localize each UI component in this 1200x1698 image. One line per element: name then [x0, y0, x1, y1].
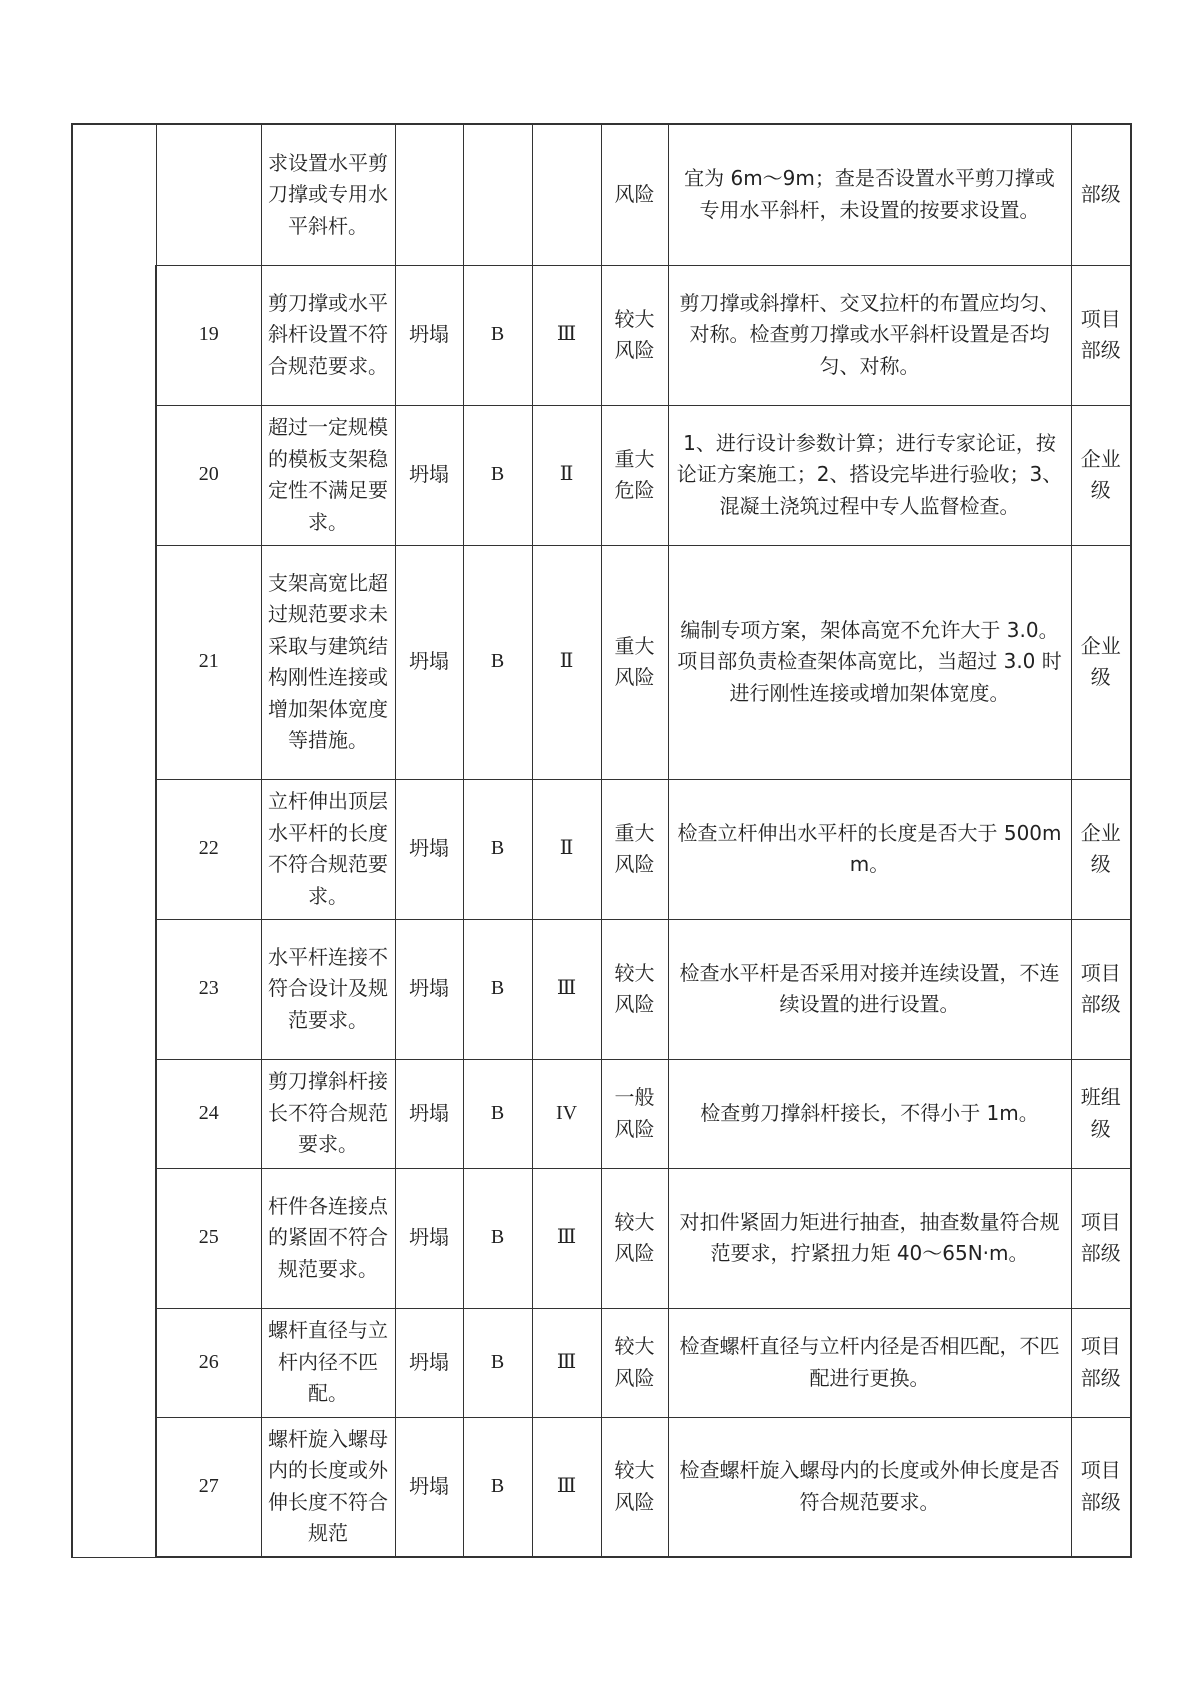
accident-type-cell: 坍塌	[395, 1059, 463, 1168]
control-measure-cell: 检查螺杆旋入螺母内的长度或外伸长度是否符合规范要求。	[668, 1417, 1071, 1557]
row-number: 24	[156, 1059, 261, 1168]
control-level-cell: 项目部级	[1071, 265, 1131, 405]
row-number: 25	[156, 1168, 261, 1308]
row-number: 21	[156, 545, 261, 779]
risk-level-cell: 较大风险	[601, 1308, 668, 1417]
control-level-cell: 项目部级	[1071, 1308, 1131, 1417]
row-number: 22	[156, 779, 261, 919]
table-row	[72, 265, 1131, 405]
table-row	[72, 545, 1131, 779]
hazard-cell: 立杆伸出顶层水平杆的长度不符合规范要求。	[261, 779, 395, 919]
control-measure-cell: 1、进行设计参数计算；进行专家论证，按论证方案施工；2、搭设完毕进行验收；3、混凝土浇筑过程中专人监督检查。	[668, 405, 1071, 545]
table-row	[72, 1168, 1131, 1308]
level-cell: Ⅲ	[532, 919, 601, 1059]
accident-type-cell	[395, 124, 463, 265]
risk-level-cell: 重大危险	[601, 405, 668, 545]
table-row	[72, 1417, 1131, 1557]
category-cell: B	[463, 1417, 532, 1557]
risk-level-cell: 较大风险	[601, 265, 668, 405]
control-level-cell: 企业级	[1071, 405, 1131, 545]
level-cell: Ⅱ	[532, 405, 601, 545]
risk-level-cell: 较大风险	[601, 1168, 668, 1308]
table-row	[72, 1059, 1131, 1168]
hazard-cell: 求设置水平剪刀撑或专用水平斜杆。	[261, 124, 395, 265]
row-number: 20	[156, 405, 261, 545]
control-measure-cell: 检查螺杆直径与立杆内径是否相匹配，不匹配进行更换。	[668, 1308, 1071, 1417]
control-level-cell: 企业级	[1071, 779, 1131, 919]
accident-type-cell: 坍塌	[395, 919, 463, 1059]
control-level-cell: 项目部级	[1071, 1168, 1131, 1308]
row-number: 19	[156, 265, 261, 405]
category-cell: B	[463, 265, 532, 405]
level-cell: Ⅱ	[532, 779, 601, 919]
category-cell: B	[463, 405, 532, 545]
level-cell	[532, 124, 601, 265]
level-cell: Ⅲ	[532, 1308, 601, 1417]
risk-level-cell: 较大风险	[601, 919, 668, 1059]
control-level-cell: 项目部级	[1071, 919, 1131, 1059]
hazard-cell: 杆件各连接点的紧固不符合规范要求。	[261, 1168, 395, 1308]
table-row	[72, 124, 1131, 265]
hazard-cell: 螺杆直径与立杆内径不匹配。	[261, 1308, 395, 1417]
risk-control-table	[71, 123, 1132, 1558]
control-level-cell: 班组级	[1071, 1059, 1131, 1168]
accident-type-cell: 坍塌	[395, 265, 463, 405]
risk-level-cell: 重大风险	[601, 545, 668, 779]
row-number: 27	[156, 1417, 261, 1557]
category-cell: B	[463, 1308, 532, 1417]
level-cell: Ⅲ	[532, 1168, 601, 1308]
control-measure-cell: 检查立杆伸出水平杆的长度是否大于 500mm。	[668, 779, 1071, 919]
group-cell	[72, 124, 156, 1557]
category-cell: B	[463, 919, 532, 1059]
level-cell: Ⅲ	[532, 1417, 601, 1557]
control-measure-cell: 检查水平杆是否采用对接并连续设置，不连续设置的进行设置。	[668, 919, 1071, 1059]
category-cell: B	[463, 545, 532, 779]
control-level-cell: 项目部级	[1071, 1417, 1131, 1557]
row-number: 26	[156, 1308, 261, 1417]
table-row	[72, 919, 1131, 1059]
accident-type-cell: 坍塌	[395, 545, 463, 779]
level-cell: IV	[532, 1059, 601, 1168]
table-row	[72, 1308, 1131, 1417]
hazard-cell: 水平杆连接不符合设计及规范要求。	[261, 919, 395, 1059]
category-cell: B	[463, 1059, 532, 1168]
risk-level-cell: 风险	[601, 124, 668, 265]
control-level-cell: 企业级	[1071, 545, 1131, 779]
accident-type-cell: 坍塌	[395, 1168, 463, 1308]
risk-level-cell: 重大风险	[601, 779, 668, 919]
hazard-cell: 剪刀撑斜杆接长不符合规范要求。	[261, 1059, 395, 1168]
hazard-cell: 剪刀撑或水平斜杆设置不符合规范要求。	[261, 265, 395, 405]
table-row	[72, 779, 1131, 919]
category-cell: B	[463, 1168, 532, 1308]
category-cell: B	[463, 779, 532, 919]
control-measure-cell: 宜为 6m～9m；查是否设置水平剪刀撑或专用水平斜杆，未设置的按要求设置。	[668, 124, 1071, 265]
control-measure-cell: 剪刀撑或斜撑杆、交叉拉杆的布置应均匀、对称。检查剪刀撑或水平斜杆设置是否均匀、对称。	[668, 265, 1071, 405]
risk-level-cell: 一般风险	[601, 1059, 668, 1168]
category-cell	[463, 124, 532, 265]
accident-type-cell: 坍塌	[395, 405, 463, 545]
row-number	[156, 124, 261, 265]
hazard-cell: 超过一定规模的模板支架稳定性不满足要求。	[261, 405, 395, 545]
hazard-cell: 螺杆旋入螺母内的长度或外伸长度不符合规范	[261, 1417, 395, 1557]
level-cell: Ⅱ	[532, 545, 601, 779]
table-row	[72, 405, 1131, 545]
level-cell: Ⅲ	[532, 265, 601, 405]
accident-type-cell: 坍塌	[395, 779, 463, 919]
risk-level-cell: 较大风险	[601, 1417, 668, 1557]
accident-type-cell: 坍塌	[395, 1308, 463, 1417]
control-measure-cell: 检查剪刀撑斜杆接长，不得小于 1m。	[668, 1059, 1071, 1168]
control-measure-cell: 对扣件紧固力矩进行抽查，抽查数量符合规范要求，拧紧扭力矩 40～65N·m。	[668, 1168, 1071, 1308]
control-measure-cell: 编制专项方案，架体高宽不允许大于 3.0。项目部负责检查架体高宽比，当超过 3.0 时进行刚性连接或增加架体宽度。	[668, 545, 1071, 779]
row-number: 23	[156, 919, 261, 1059]
accident-type-cell: 坍塌	[395, 1417, 463, 1557]
control-level-cell: 部级	[1071, 124, 1131, 265]
hazard-cell: 支架高宽比超过规范要求未采取与建筑结构刚性连接或增加架体宽度等措施。	[261, 545, 395, 779]
